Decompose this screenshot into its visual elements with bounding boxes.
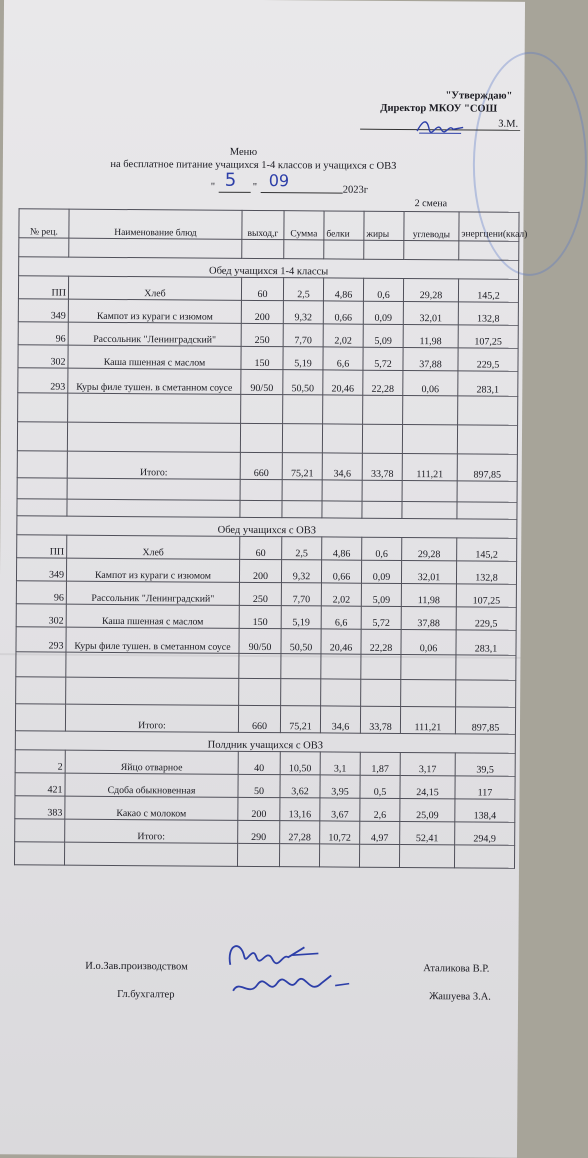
cell-kcal: 138,4: [455, 799, 515, 822]
cell-fat: 22,28: [361, 629, 401, 654]
col-header-carb: углеводы: [404, 211, 459, 240]
total-row: [17, 451, 517, 481]
total-label: Итого:: [65, 819, 238, 843]
empty-cell: [363, 395, 403, 424]
menu-table: [14, 208, 528, 868]
cell-carb: 0,06: [401, 629, 456, 654]
empty-cell: [242, 239, 284, 258]
cell-carb: 32,01: [401, 560, 456, 583]
cell-dish-name: Кампот из кураги с изюмом: [66, 558, 239, 582]
empty-cell: [364, 240, 404, 259]
empty-cell: [281, 679, 321, 706]
dish-row: [17, 535, 517, 561]
accountant-signature: [227, 965, 367, 1006]
cell-rec: 383: [15, 796, 65, 819]
empty-cell: [456, 655, 516, 680]
empty-cell: [457, 502, 517, 519]
empty-cell: [64, 842, 237, 866]
empty-cell: [457, 425, 517, 454]
cell-rec: 302: [16, 604, 66, 627]
date-open-quote: ": [210, 181, 216, 193]
total-row: [15, 704, 515, 734]
cell-kcal: 283,1: [456, 630, 516, 655]
cell-protein: 6,6: [321, 606, 361, 629]
empty-cell: [456, 680, 516, 707]
cell-dish-name: Хлеб: [67, 535, 240, 559]
cell-dish-name: Какао с молоком: [65, 796, 238, 820]
date-day: 5: [224, 169, 237, 191]
empty-cell: [15, 704, 65, 731]
cell-output: 250: [239, 582, 281, 605]
empty-cell: [239, 678, 281, 705]
cell-protein: 2,02: [321, 583, 361, 606]
table-body: [14, 238, 518, 868]
cell-protein: 4,86: [323, 278, 363, 301]
empty-cell: [17, 478, 67, 499]
cell-sum: 50,50: [283, 370, 323, 395]
cell-dish-name: Яйцо отварное: [65, 750, 238, 774]
empty-cell: [283, 395, 323, 424]
date-year: 2023г: [342, 184, 369, 196]
empty-row: [18, 393, 518, 425]
cell-kcal: 145,2: [457, 538, 517, 561]
cell-dish-name: Рассольник "Ленинградский": [68, 322, 241, 346]
dish-row: [18, 322, 518, 348]
cell-fat: 0,5: [360, 775, 400, 798]
empty-cell: [69, 238, 242, 258]
empty-cell: [14, 842, 64, 865]
cell-output: 60: [241, 277, 283, 300]
empty-cell: [67, 478, 240, 500]
approval-line-3: З.М.: [498, 118, 519, 130]
col-header-name: Наименование блюд: [69, 209, 242, 239]
cell-carb: 3,17: [400, 752, 455, 775]
director-signature: [415, 117, 465, 135]
dish-row: [18, 276, 518, 302]
total-protein: 10,72: [320, 821, 360, 844]
empty-cell: [240, 500, 282, 517]
empty-cell: [67, 499, 240, 517]
day-underline: [219, 192, 251, 193]
empty-cell: [401, 679, 456, 706]
empty-cell: [282, 480, 322, 501]
total-fat: 33,78: [362, 453, 402, 480]
cell-kcal: 107,25: [456, 584, 516, 607]
signature-name-2: Жашуева З.А.: [429, 991, 491, 1003]
signature-role-2: Гл.бухгалтер: [117, 989, 175, 1001]
cell-output: 40: [238, 751, 280, 774]
cell-rec: 349: [16, 558, 66, 581]
total-output: 290: [238, 820, 280, 843]
cell-kcal: 283,1: [458, 371, 518, 396]
cell-rec: 96: [16, 581, 66, 604]
approval-line-2: Директор МКОУ "СОШ: [380, 102, 498, 115]
date-month: 09: [268, 171, 290, 191]
approval-line-1: "Утверждаю": [445, 90, 513, 102]
empty-cell: [322, 424, 362, 453]
empty-cell: [454, 845, 514, 868]
col-header-fat: жиры: [364, 211, 404, 240]
empty-row: [16, 652, 516, 680]
total-protein: 34,6: [320, 706, 360, 733]
col-header-rec: № рец.: [19, 209, 69, 238]
empty-cell: [359, 844, 399, 867]
cell-fat: 1,87: [360, 752, 400, 775]
empty-cell: [15, 819, 65, 842]
cell-rec: 2: [15, 750, 65, 773]
cell-protein: 0,66: [323, 301, 363, 324]
col-header-output: выход,г: [242, 210, 284, 239]
total-output: 660: [238, 705, 280, 732]
cell-sum: 9,32: [281, 560, 321, 583]
dish-row: [16, 627, 516, 655]
cell-protein: 3,1: [320, 752, 360, 775]
menu-title: Меню: [229, 146, 258, 158]
empty-cell: [67, 422, 240, 452]
signature-role-1: И.о.Зав.производством: [85, 960, 188, 973]
table-header-row: [19, 209, 519, 241]
empty-cell: [458, 396, 518, 425]
cell-output: 90/50: [241, 369, 283, 394]
section-heading: Полдник учащихся с ОВЗ: [15, 731, 515, 753]
total-carb: 111,21: [400, 706, 455, 733]
cell-carb: 37,88: [403, 347, 458, 370]
empty-cell: [17, 499, 67, 516]
cell-sum: 7,70: [283, 324, 323, 347]
total-kcal: 294,9: [455, 822, 515, 845]
cell-carb: 11,98: [401, 583, 456, 606]
cell-rec: 421: [15, 773, 65, 796]
empty-cell: [17, 451, 67, 478]
cell-output: 90/50: [239, 628, 281, 653]
empty-cell: [19, 238, 69, 257]
cell-fat: 5,72: [361, 606, 401, 629]
cell-rec: ПП: [17, 535, 67, 558]
cell-dish-name: Хлеб: [68, 276, 241, 300]
empty-row: [16, 677, 516, 707]
empty-cell: [66, 652, 239, 678]
empty-cell: [362, 501, 402, 518]
empty-cell: [321, 654, 361, 679]
cell-carb: 37,88: [401, 606, 456, 629]
cell-dish-name: Каша пшенная с маслом: [66, 604, 239, 628]
dish-row: [15, 773, 515, 799]
empty-cell: [459, 241, 519, 260]
empty-cell: [16, 677, 66, 704]
empty-cell: [323, 395, 363, 424]
cell-protein: 20,46: [323, 370, 363, 395]
cell-dish-name: Куры филе тушен. в сметанном соусе: [66, 627, 239, 653]
cell-rec: 96: [18, 322, 68, 345]
total-carb: 52,41: [400, 821, 455, 844]
empty-cell: [237, 843, 279, 866]
dish-row: [16, 604, 516, 630]
cell-fat: 22,28: [363, 370, 403, 395]
total-fat: 33,78: [360, 706, 400, 733]
total-carb: 111,21: [402, 453, 457, 480]
empty-cell: [17, 422, 67, 451]
dish-row: [15, 750, 515, 776]
empty-cell: [457, 481, 517, 502]
cell-protein: 2,02: [323, 324, 363, 347]
empty-row: [14, 842, 514, 868]
total-row: [15, 819, 515, 845]
cell-dish-name: Куры филе тушен. в сметанном соусе: [68, 368, 241, 394]
cell-kcal: 39,5: [455, 753, 515, 776]
empty-cell: [322, 501, 362, 518]
empty-cell: [362, 480, 402, 501]
cell-fat: 0,6: [363, 278, 403, 301]
total-output: 660: [240, 452, 282, 479]
cell-fat: 5,09: [361, 583, 401, 606]
total-label: Итого:: [65, 704, 238, 732]
cell-carb: 29,28: [402, 537, 457, 560]
cell-sum: 3,62: [280, 775, 320, 798]
empty-cell: [241, 394, 283, 423]
empty-cell: [362, 424, 402, 453]
cell-rec: 349: [18, 299, 68, 322]
empty-cell: [403, 395, 458, 424]
cell-output: 150: [241, 346, 283, 369]
total-sum: 27,28: [280, 821, 320, 844]
empty-cell: [322, 480, 362, 501]
empty-cell: [66, 677, 239, 705]
cell-sum: 13,16: [280, 798, 320, 821]
dish-row: [15, 796, 515, 822]
empty-cell: [279, 844, 319, 867]
cell-carb: 0,06: [403, 370, 458, 395]
cell-carb: 32,01: [403, 301, 458, 324]
section-heading: Обед учащихся с ОВЗ: [17, 516, 517, 538]
cell-protein: 0,66: [321, 560, 361, 583]
cell-kcal: 107,25: [458, 325, 518, 348]
cell-rec: ПП: [18, 276, 68, 299]
empty-cell: [239, 653, 281, 678]
total-protein: 34,6: [322, 453, 362, 480]
empty-cell: [240, 479, 282, 500]
col-header-protein: белки: [324, 211, 364, 240]
cell-sum: 7,70: [281, 583, 321, 606]
cell-rec: 302: [18, 345, 68, 368]
cell-dish-name: Каша пшенная с маслом: [68, 345, 241, 369]
cell-dish-name: Кампот из кураги с изюмом: [68, 299, 241, 323]
cell-output: 150: [239, 605, 281, 628]
col-header-sum: Сумма: [284, 211, 324, 240]
empty-cell: [399, 844, 454, 867]
empty-cell: [319, 844, 359, 867]
cell-output: 200: [239, 559, 281, 582]
cell-kcal: 145,2: [458, 279, 518, 302]
cell-output: 50: [238, 774, 280, 797]
empty-cell: [281, 654, 321, 679]
approval-block: [340, 89, 520, 130]
cell-rec: 293: [18, 368, 68, 393]
cell-rec: 293: [16, 627, 66, 652]
empty-cell: [284, 240, 324, 259]
shift-label: 2 смена: [414, 198, 448, 210]
cell-protein: 4,86: [322, 537, 362, 560]
empty-cell: [68, 393, 241, 423]
dish-row: [18, 368, 518, 396]
empty-row: [17, 422, 517, 454]
cell-protein: 3,67: [320, 798, 360, 821]
cell-kcal: 229,5: [456, 607, 516, 630]
empty-cell: [240, 423, 282, 452]
cell-sum: 5,19: [281, 606, 321, 629]
total-label: Итого:: [67, 451, 240, 479]
empty-cell: [16, 652, 66, 677]
cell-kcal: 229,5: [458, 348, 518, 371]
cell-fat: 5,72: [363, 347, 403, 370]
cell-kcal: 132,8: [456, 561, 516, 584]
cell-fat: 0,09: [363, 301, 403, 324]
empty-cell: [361, 654, 401, 679]
cell-output: 60: [240, 536, 282, 559]
cell-fat: 5,09: [363, 324, 403, 347]
cell-carb: 29,28: [403, 278, 458, 301]
section-heading: Обед учащихся 1-4 классы: [19, 257, 519, 279]
cell-fat: 0,6: [362, 537, 402, 560]
empty-cell: [401, 654, 456, 679]
cell-kcal: 117: [455, 776, 515, 799]
cell-fat: 2,6: [360, 798, 400, 821]
date-close-quote: ": [252, 181, 258, 193]
total-sum: 75,21: [280, 706, 320, 733]
cell-output: 200: [238, 797, 280, 820]
dish-row: [18, 299, 518, 325]
cell-output: 200: [241, 300, 283, 323]
cell-carb: 25,09: [400, 798, 455, 821]
dish-row: [18, 345, 518, 371]
total-sum: 75,21: [282, 453, 322, 480]
empty-cell: [18, 393, 68, 422]
cell-sum: 2,5: [283, 278, 323, 301]
cell-sum: 9,32: [283, 301, 323, 324]
total-fat: 4,97: [360, 821, 400, 844]
empty-cell: [402, 424, 457, 453]
total-kcal: 897,85: [457, 454, 517, 481]
empty-cell: [282, 501, 322, 518]
cell-carb: 24,15: [400, 775, 455, 798]
cell-fat: 0,09: [361, 560, 401, 583]
cell-sum: 10,50: [280, 752, 320, 775]
empty-cell: [361, 679, 401, 706]
menu-subtitle: на бесплатное питание учащихся 1-4 классов и учащихся с ОВЗ: [110, 158, 397, 172]
dish-row: [16, 581, 516, 607]
empty-cell: [321, 679, 361, 706]
cell-kcal: 132,8: [458, 302, 518, 325]
total-kcal: 897,85: [455, 707, 515, 734]
cell-protein: 3,95: [320, 775, 360, 798]
empty-cell: [404, 240, 459, 259]
empty-cell: [324, 240, 364, 259]
signature-name-1: Аталикова В.Р.: [423, 963, 490, 975]
cell-carb: 11,98: [403, 324, 458, 347]
col-header-kcal: энергцени(ккал): [459, 212, 519, 241]
empty-cell: [402, 501, 457, 518]
empty-cell: [282, 424, 322, 453]
cell-sum: 5,19: [283, 347, 323, 370]
empty-cell: [402, 480, 457, 501]
cell-sum: 2,5: [282, 537, 322, 560]
cell-dish-name: Сдоба обыкновенная: [65, 773, 238, 797]
cell-output: 250: [241, 323, 283, 346]
cell-sum: 50,50: [281, 629, 321, 654]
month-underline: [261, 192, 343, 194]
cell-protein: 6,6: [323, 347, 363, 370]
cell-dish-name: Рассольник "Ленинградский": [66, 581, 239, 605]
dish-row: [16, 558, 516, 584]
cell-protein: 20,46: [321, 629, 361, 654]
